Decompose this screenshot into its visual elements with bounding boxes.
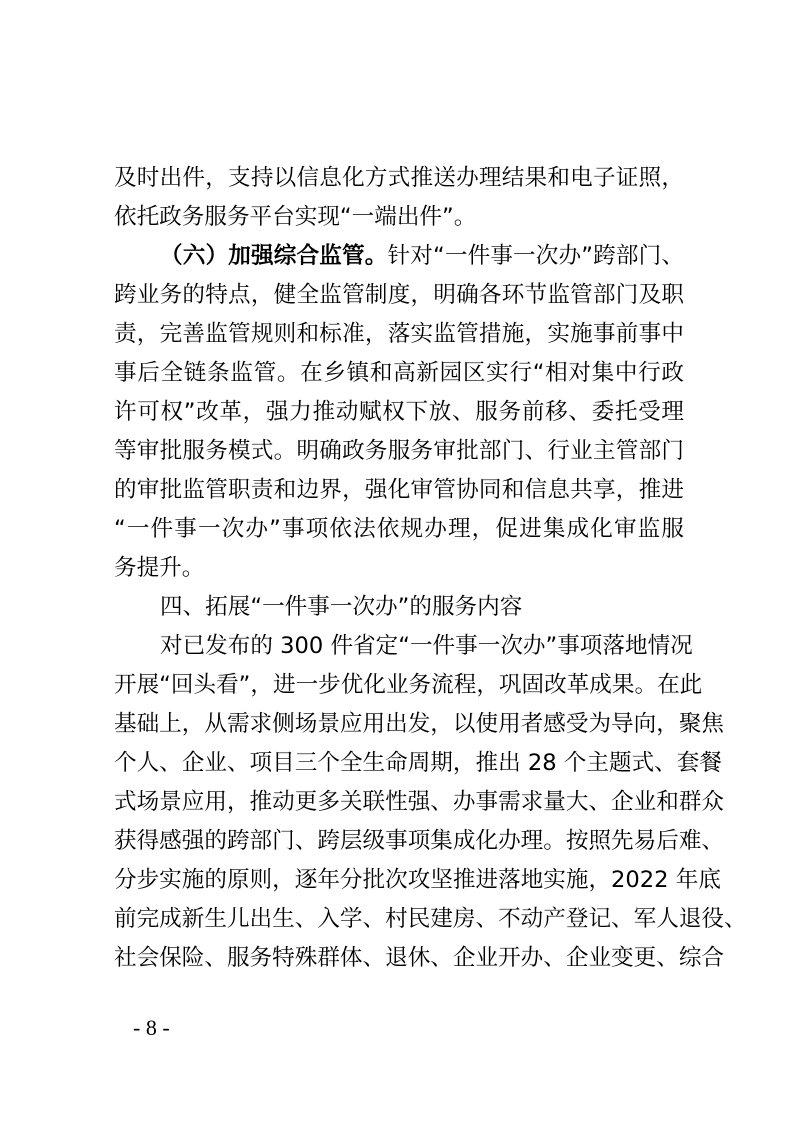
paragraph-line: 事后全链条监管。在乡镇和高新园区实行“相对集中行政 bbox=[114, 360, 684, 386]
paragraph-line: 获得感强的跨部门、跨层级事项集成化办理。按照先易后难、 bbox=[114, 828, 725, 854]
paragraph-line: “一件事一次办”事项依法依规办理，促进集成化审监服 bbox=[114, 516, 684, 542]
paragraph-line: 基础上，从需求侧场景应用出发，以使用者感受为导向，聚焦 bbox=[114, 711, 725, 737]
paragraph-line: 等审批服务模式。明确政务服务审批部门、行业主管部门 bbox=[114, 438, 684, 464]
paragraph-line: 跨业务的特点，健全监管制度，明确各环节监管部门及职 bbox=[114, 282, 684, 308]
paragraph-line: 开展“回头看”，进一步优化业务流程，巩固改革成果。在此 bbox=[114, 672, 703, 698]
paragraph-line: 前完成新生儿出生、入学、村民建房、不动产登记、军人退役、 bbox=[114, 906, 747, 932]
paragraph-line: 依托政务服务平台实现“一端出件”。 bbox=[114, 204, 477, 230]
page-number: - 8 - bbox=[133, 1015, 170, 1040]
paragraph-line: 及时出件，支持以信息化方式推送办理结果和电子证照， bbox=[114, 165, 684, 191]
paragraph-first-line: 对已发布的 300 件省定“一件事一次办”事项落地情况 bbox=[160, 633, 693, 659]
section-heading: （六）加强综合监管。 bbox=[160, 243, 388, 269]
section-four-heading: 四、拓展“一件事一次办”的服务内容 bbox=[160, 594, 523, 620]
paragraph-line: 许可权”改革，强力推动赋权下放、服务前移、委托受理 bbox=[114, 399, 684, 425]
section-text: 针对“一件事一次办”跨部门、 bbox=[387, 243, 684, 269]
paragraph-line: 务提升。 bbox=[114, 555, 205, 581]
paragraph-line: 社会保险、服务特殊群体、退休、企业开办、企业变更、综合 bbox=[114, 945, 725, 971]
paragraph-line: 式场景应用，推动更多关联性强、办事需求量大、企业和群众 bbox=[114, 789, 725, 815]
paragraph-line: 分步实施的原则，逐年分批次攻坚推进落地实施，2022 年底 bbox=[114, 867, 721, 893]
paragraph-line: 个人、企业、项目三个全生命周期，推出 28 个主题式、套餐 bbox=[114, 750, 722, 776]
paragraph-line: 责，完善监管规则和标准，落实监管措施，实施事前事中 bbox=[114, 321, 684, 347]
paragraph-line: 的审批监管职责和边界，强化审管协同和信息共享，推进 bbox=[114, 477, 684, 503]
